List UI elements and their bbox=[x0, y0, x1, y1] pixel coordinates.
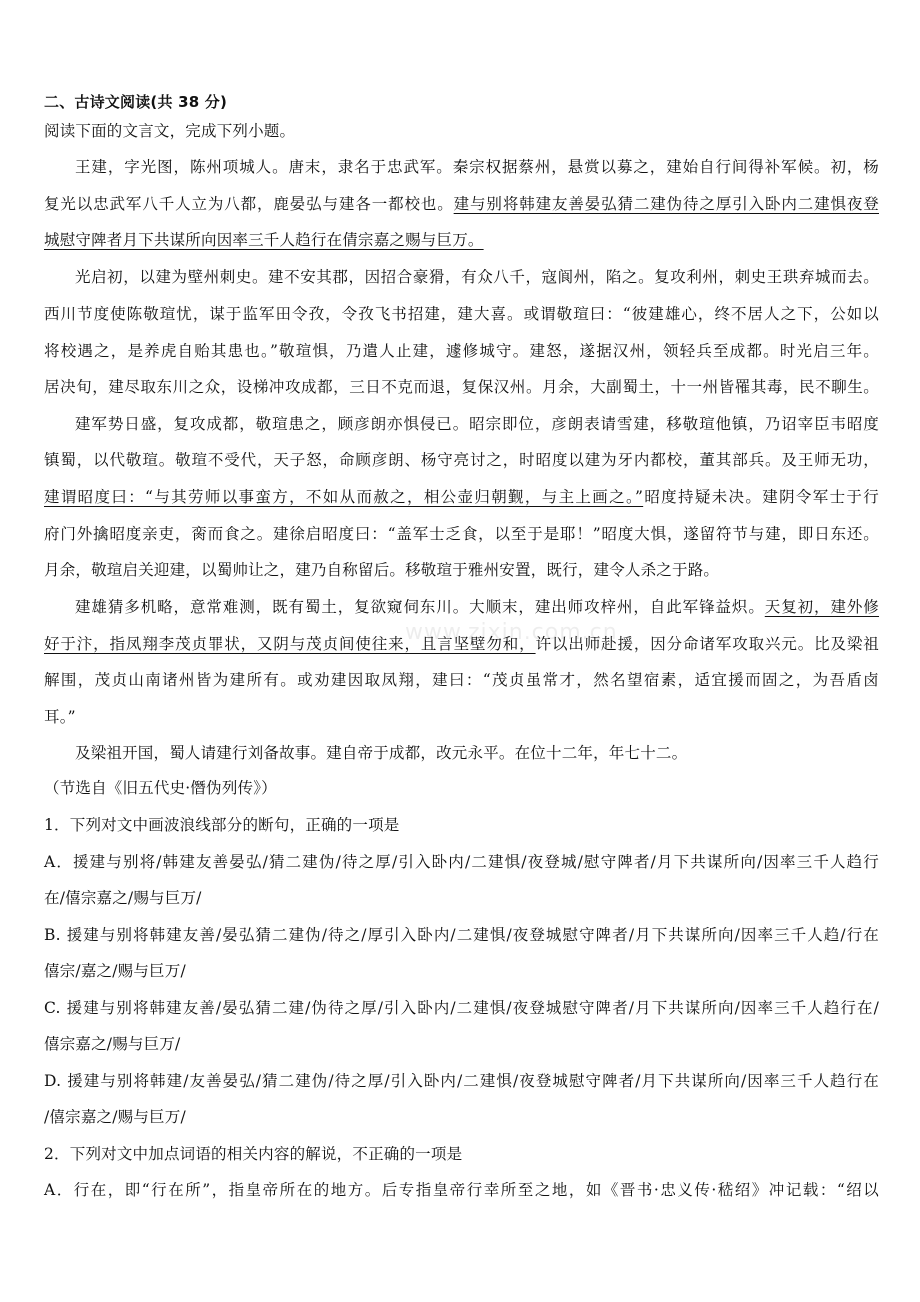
passage-line: 解围，茂贞山南诸州皆为建所有。或劝建因取凤翔，建曰：“茂贞虽常才，然名望宿素，适宜援而固之，为吾盾卤 bbox=[44, 671, 879, 689]
question-1-option-b: B. 援建与别将韩建友善/晏弘猜二建伪/待之/厚引入卧内/二建惧/夜登城慰守陴者/月下共谋所向/因率三千人趋/行在 bbox=[44, 926, 879, 944]
question-1-option-c-cont: 僖宗嘉之/赐与巨万/ bbox=[44, 1035, 181, 1053]
question-1-option-b-cont: 僖宗/嘉之/赐与巨万/ bbox=[44, 962, 186, 980]
passage-line: 建谓昭度曰：“与其劳师以事蛮方，不如从而赦之，相公壶归朝觐，与主上画之。”昭度持疑未决。建阴令军士于行 bbox=[44, 488, 879, 506]
passage-line: 复光以忠武军八千人立为八都，鹿晏弘与建各一都校也。建与别将韩建友善晏弘猜二建伪待之厚引入卧内二建惧夜登 bbox=[44, 195, 879, 213]
question-1-option-a-cont: 在/僖宗嘉之/赐与巨万/ bbox=[44, 889, 202, 907]
question-1-option-a: A．援建与别将/韩建友善晏弘/猜二建伪/待之厚/引入卧内/二建惧/夜登城/慰守陴者/月下共谋所向/因率三千人趋行 bbox=[44, 853, 879, 871]
passage-line: 建雄猜多机略，意常难测，既有蜀土，复欲窥伺东川。大顺末，建出师攻梓州，自此军锋益炽。天复初，建外修 bbox=[75, 598, 880, 616]
wavy-underlined-text: 城慰守陴者月下共谋所向因率三千人趋行在倩宗嘉之赐与巨万。 bbox=[44, 231, 484, 249]
question-1-option-d-cont: /僖宗嘉之/赐与巨万/ bbox=[44, 1108, 186, 1126]
source-note: （节选自《旧五代史·僭伪列传》） bbox=[44, 779, 277, 797]
question-2-option-a: A．行在，即“行在所”，指皇帝所在的地方。后专指皇帝行幸所至之地，如《晋书·忠义传·嵇绍》冲记载：“绍以 bbox=[44, 1181, 879, 1199]
passage-line: 镇蜀，以代敬瑄。敬瑄不受代，天子怒，命顾彦朗、杨守亮讨之，时昭度以建为牙内都校，董其部兵。及王师无功， bbox=[44, 451, 879, 469]
passage-line bbox=[44, 230, 879, 250]
watermark: www.zixin.com.cn bbox=[405, 620, 618, 645]
underlined-text: 建谓昭度曰：“与其劳师以事蛮方，不如从而赦之，相公壶归朝觐，与主上画之。” bbox=[44, 488, 644, 506]
question-1-stem: 1．下列对文中画波浪线部分的断句，正确的一项是 bbox=[44, 816, 400, 834]
section-heading: 二、古诗文阅读(共 38 分) bbox=[44, 93, 228, 111]
underlined-text: 好于汴，指凤翔李茂贞罪状，又阴与茂贞间使往来，且言坚壁勿和， bbox=[44, 635, 536, 653]
underlined-text: 天复初，建外修 bbox=[764, 598, 880, 616]
passage-line: 光启初，以建为壁州刺史。建不安其郡，因招合豪猾，有众八千，寇阆州，陷之。复攻利州，刺史王珙弃城而去。 bbox=[75, 268, 879, 286]
passage-line: 居决旬，建尽取东川之众，设梯冲攻成都，三日不克而退，复保汉州。月余，大副蜀土，十一州皆罹其毒，民不聊生。 bbox=[44, 378, 879, 396]
passage-line: 月余，敬瑄启关迎建，以蜀帅让之，建乃自称留后。移敬瑄于雅州安置，既行，建令人杀之于路。 bbox=[44, 561, 720, 579]
passage-line: 及梁祖开国，蜀人请建行刘备故事。建自帝于成都，改元永平。在位十二年，年七十二。 bbox=[75, 744, 688, 762]
instruction: 阅读下面的文言文，完成下列小题。 bbox=[44, 122, 296, 140]
passage-line: 耳。” bbox=[44, 708, 76, 726]
passage-line: 将校遇之，是养虎自贻其患也。”敬瑄惧，乃遣人止建，遽修城守。建怒，遂据汉州，领轻兵至成都。时光启三年。 bbox=[44, 342, 879, 360]
question-1-option-c: C. 援建与别将韩建友善/晏弘猜二建/伪待之厚/引入卧内/二建惧/夜登城慰守陴者/月下共谋所向/因率三千人趋行在/ bbox=[44, 999, 879, 1017]
passage-line: 好于汴，指凤翔李茂贞罪状，又阴与茂贞间使往来，且言坚壁勿和，许以出师赴援，因分命诸军攻取兴元。比及梁祖 bbox=[44, 635, 879, 653]
passage-line: 建军势日盛，复攻成都，敬瑄患之，顾彦朗亦惧侵已。昭宗即位，彦朗表请雪建，移敬瑄他镇，乃诏宰臣韦昭度 bbox=[75, 415, 879, 433]
wavy-underlined-text: 建与别将韩建友善晏弘猜二建伪待之厚引入卧内二建惧夜登 bbox=[453, 195, 879, 213]
question-1-option-d: D. 援建与别将韩建/友善晏弘/猜二建伪/待之厚/引入卧内/二建惧/夜登城慰守陴者/月下共谋所向/因率三千人趋行在 bbox=[44, 1072, 879, 1090]
passage-line: 王建，字光图，陈州项城人。唐末，隶名于忠武军。秦宗权据蔡州，悬赏以募之，建始自行间得补军候。初，杨 bbox=[75, 158, 879, 176]
passage-line: 西川节度使陈敬瑄忧，谋于监军田令孜，令孜飞书招建，建大喜。或谓敬瑄曰：“彼建雄心，终不居人之下，公如以 bbox=[44, 305, 879, 323]
passage-line: 府门外擒昭度亲吏，脔而食之。建徐启昭度曰：“盖军士乏食，以至于是耶！”昭度大惧，遂留符节与建，即日东还。 bbox=[44, 525, 879, 543]
question-2-stem: 2．下列对文中加点词语的相关内容的解说，不正确的一项是 bbox=[44, 1145, 463, 1163]
